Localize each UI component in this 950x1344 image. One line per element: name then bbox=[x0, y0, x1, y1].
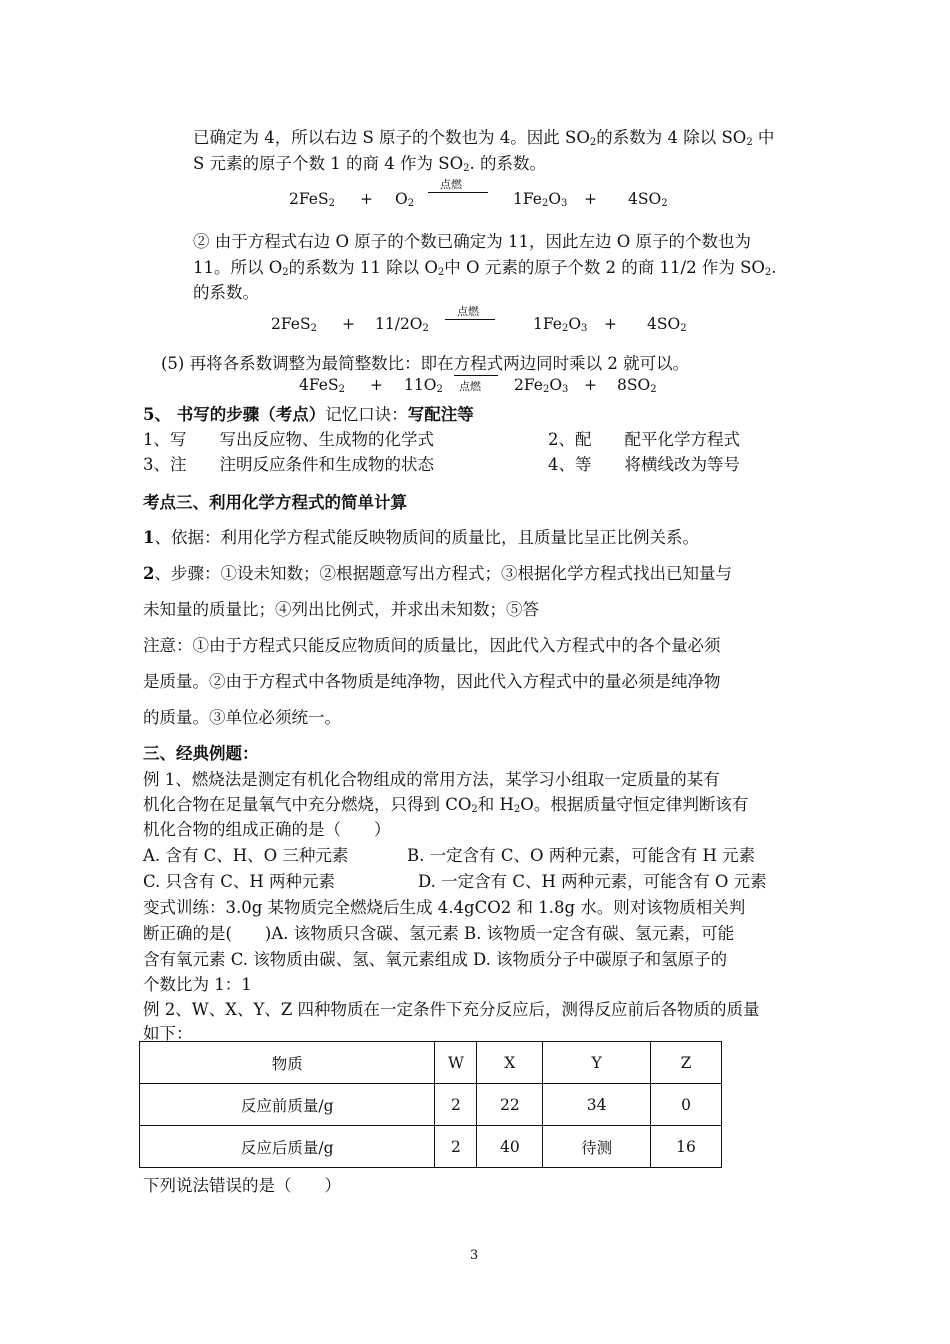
example1-line3: 机化合物的组成正确的是（ ） bbox=[143, 820, 391, 839]
reaction-condition: 点燃 bbox=[440, 178, 462, 191]
example1-option-c: C. 只含有 C、H 两种元素 bbox=[143, 872, 336, 891]
para1-line1: 已确定为 4，所以右边 S 原子的个数也为 4。因此 $SO_2$的系数为 4 除以 $SO_2$ 中 bbox=[193, 128, 775, 148]
table-cell: 16 bbox=[651, 1126, 722, 1168]
para2-line1: ② 由于方程式右边 O 原子的个数已确定为 11，因此左边 O 原子的个数也为 bbox=[193, 232, 752, 251]
step5-text: (5) 再将各系数调整为最简整数比：即在方程式两边同时乘以 2 就可以。 bbox=[161, 354, 690, 373]
table-cell: 2 bbox=[435, 1084, 477, 1126]
example2-line2: 如下： bbox=[143, 1024, 193, 1043]
kd3-note-line3: 的质量。③单位必须统一。 bbox=[143, 708, 341, 727]
example1-option-d: D. 一定含有 C、H 两种元素，可能含有 O 元素 bbox=[418, 872, 767, 891]
para2-line2: 11。所以 $O_2$的系数为 11 除以 $O_2$中 O 元素的原子个数 2 的商 11/2 作为 $SO_2$. bbox=[193, 258, 777, 278]
section5-step-2: 2、配 配平化学方程式 bbox=[548, 430, 740, 449]
question-text: 下列说法错误的是（ ） bbox=[143, 1176, 341, 1195]
table-header-cell: Z bbox=[651, 1042, 722, 1084]
table-cell: 反应前质量/g bbox=[140, 1084, 435, 1126]
table-header-cell: W bbox=[435, 1042, 477, 1084]
kd3-note-line2: 是质量。②由于方程式中各物质是纯净物，因此代入方程式中的量必须是纯净物 bbox=[143, 672, 721, 691]
variant-line3: 含有氧元素 C. 该物质由碳、氢、氧元素组成 D. 该物质分子中碳原子和氢原子的 bbox=[143, 950, 728, 969]
table-row bbox=[140, 1084, 722, 1126]
table-header-cell: X bbox=[477, 1042, 543, 1084]
examples-title: 三、经典例题： bbox=[143, 744, 259, 763]
kd3-steps: 2、步骤：①设未知数；②根据题意写出方程式；③根据化学方程式找出已知量与 bbox=[143, 564, 732, 583]
kd3-title: 考点三、利用化学方程式的简单计算 bbox=[143, 493, 407, 512]
table-cell: 2 bbox=[435, 1126, 477, 1168]
example1-option-b: B. 一定含有 C、O 两种元素，可能含有 H 元素 bbox=[407, 846, 756, 865]
table-header-cell: Y bbox=[543, 1042, 651, 1084]
section5-step-3: 3、注 注明反应条件和生成物的状态 bbox=[143, 455, 434, 474]
example2-line1: 例 2、W、X、Y、Z 四种物质在一定条件下充分反应后，测得反应前后各物质的质量 bbox=[143, 1000, 760, 1019]
kd3-note-line1: 注意：①由于方程式只能反应物质间的质量比，因此代入方程式中的各个量必须 bbox=[143, 636, 721, 655]
example1-line1: 例 1、燃烧法是测定有机化合物组成的常用方法，某学习小组取一定质量的某有 bbox=[143, 770, 720, 789]
section5-heading: 5、 书写的步骤（考点）记忆口诀：写配注等 bbox=[143, 405, 474, 424]
kd3-basis: 1、依据：利用化学方程式能反映物质间的质量比，且质量比呈正比例关系。 bbox=[143, 528, 699, 547]
table-cell: 34 bbox=[543, 1084, 651, 1126]
section5-step-1: 1、写 写出反应物、生成物的化学式 bbox=[143, 430, 434, 449]
variant-line4: 个数比为 1：1 bbox=[143, 975, 252, 994]
variant-line2: 断正确的是( )A. 该物质只含碳、氢元素 B. 该物质一定含有碳、氢元素，可能 bbox=[143, 924, 735, 943]
para1-line2: S 元素的原子个数 1 的商 4 作为 $SO_2$. 的系数。 bbox=[193, 154, 546, 174]
table-header-cell: 物质 bbox=[140, 1042, 435, 1084]
table-header-row bbox=[140, 1042, 722, 1084]
kd3-steps-line2: 未知量的质量比；④列出比例式，并求出未知数；⑤答 bbox=[143, 600, 539, 619]
section5-step-4: 4、等 将横线改为等号 bbox=[548, 455, 740, 474]
table-cell: 22 bbox=[477, 1084, 543, 1126]
page-number: 3 bbox=[470, 1248, 479, 1263]
para2-line3: 的系数。 bbox=[193, 283, 259, 302]
table-row bbox=[140, 1126, 722, 1168]
table-cell: 待测 bbox=[543, 1126, 651, 1168]
example1-option-a: A. 含有 C、H、O 三种元素 bbox=[143, 846, 349, 865]
table-cell: 0 bbox=[651, 1084, 722, 1126]
table-cell: 反应后质量/g bbox=[140, 1126, 435, 1168]
example1-line2: 机化合物在足量氧气中充分燃烧，只得到 $CO_2$和 $H_2O$。根据质量守恒定律判断该有 bbox=[143, 795, 749, 815]
reaction-arrow-line bbox=[428, 192, 488, 193]
variant-line1: 变式训练：3.0g 某物质完全燃烧后生成 4.4gCO2 和 1.8g 水。则对该物质相关判 bbox=[143, 898, 746, 917]
table-cell: 40 bbox=[477, 1126, 543, 1168]
mass-table bbox=[139, 1041, 722, 1168]
